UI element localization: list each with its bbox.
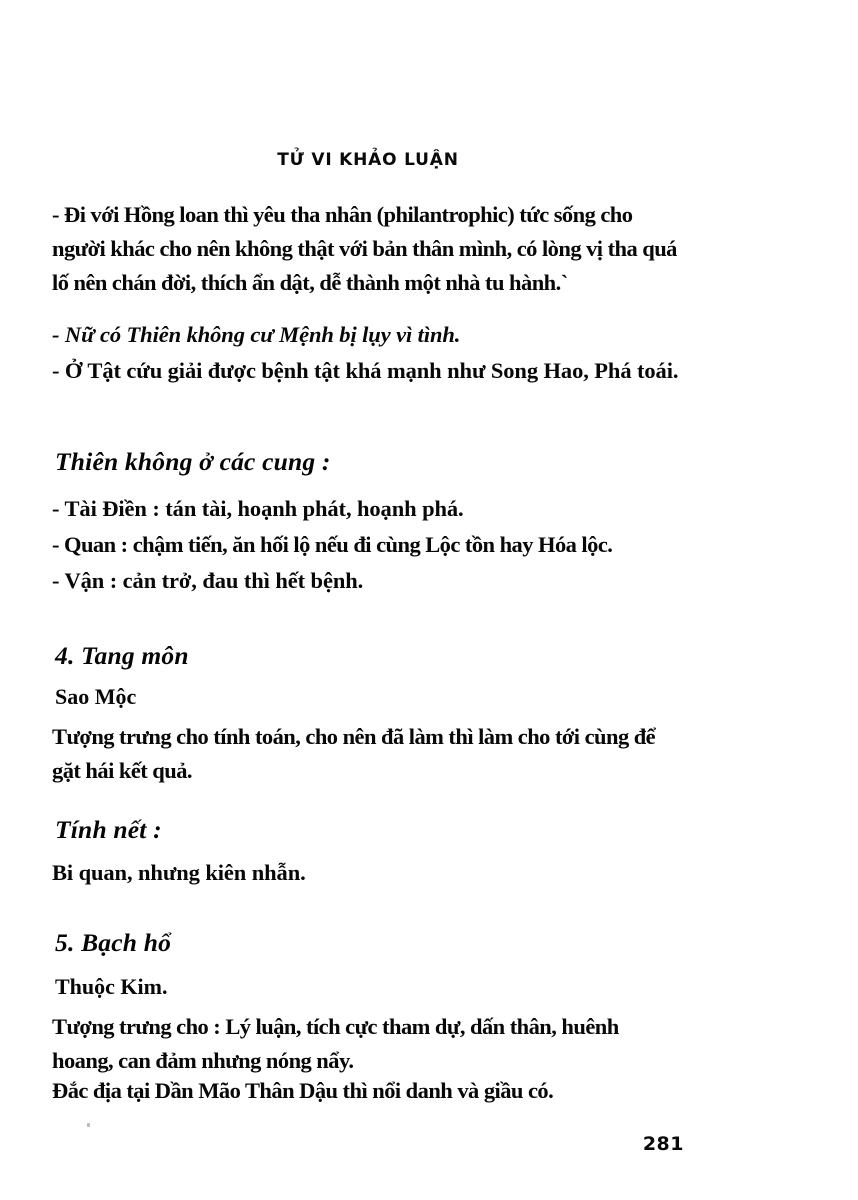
bach-ho-placement: Đắc địa tại Dần Mão Thân Dậu thì nổi danh và giầu có. bbox=[52, 1078, 554, 1103]
running-head: TỬ VI KHẢO LUẬN bbox=[277, 150, 459, 170]
heading-bach-ho: 5. Bạch hổ bbox=[55, 928, 172, 957]
bach-ho-description: Tượng trưng cho : Lý luận, tích cực tham dự, dấn thân, huênh hoang, can đảm nhưng nóng nẩy. bbox=[52, 1014, 619, 1073]
heading-tinh-net: Tính nết : bbox=[55, 815, 162, 844]
intro-paragraph: - Đi với Hồng loan thì yêu tha nhân (philantrophic) tức sống cho người khác cho nên không thật với bản thân mình, có lòng vị tha quá lố nên chán đời, thích ẩn dật, dễ thành một nhà tu hành.` bbox=[52, 202, 677, 295]
text-column bbox=[52, 0, 684, 1200]
note-italic-line: - Nữ có Thiên không cư Mệnh bị lụy vì tình. bbox=[52, 322, 461, 347]
list-item-van: - Vận : cản trở, đau thì hết bệnh. bbox=[52, 568, 364, 593]
scan-speck bbox=[87, 1123, 90, 1127]
tinh-net-text: Bi quan, nhưng kiên nhẫn. bbox=[52, 860, 306, 885]
tang-mon-description: Tượng trưng cho tính toán, cho nên đã làm thì làm cho tới cùng để gặt hái kết quả. bbox=[52, 724, 656, 783]
heading-thien-khong-o-cac-cung: Thiên không ở các cung : bbox=[55, 447, 331, 476]
list-item-quan: - Quan : chậm tiến, ăn hối lộ nếu đi cùng Lộc tồn hay Hóa lộc. bbox=[52, 532, 613, 557]
note-tat-line: - Ở Tật cứu giải được bệnh tật khá mạnh như Song Hao, Phá toái. bbox=[52, 358, 679, 383]
page-number: 281 bbox=[642, 1133, 684, 1155]
bach-ho-element: Thuộc Kim. bbox=[55, 974, 168, 999]
list-item-tai-dien: - Tài Điền : tán tài, hoạnh phát, hoạnh phá. bbox=[52, 496, 464, 521]
heading-tang-mon: 4. Tang môn bbox=[55, 641, 189, 670]
tang-mon-element: Sao Mộc bbox=[55, 684, 137, 709]
